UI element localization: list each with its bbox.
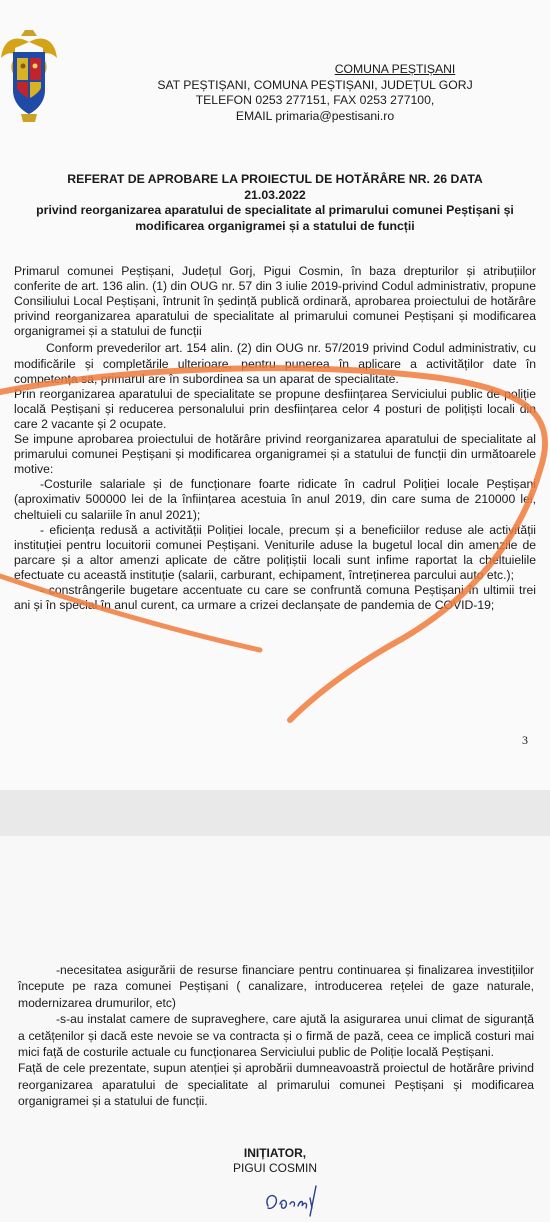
page-gap (0, 790, 550, 836)
paragraph: - eficiența redusă a activității Poliției locale, precum și a beneficiilor reduse ale activității instituției pentru locuitorii comunei Peștișani. Veniturile aduse la bugetul local din amenzile de parcare și a altor amenzi aplicate de către polițiștii locali sunt infime raportat la cheltuielile efectuate cu această instituție (salarii, carburant, echipament, întreținerea parcului auto etc.); (14, 522, 536, 582)
initiator-name: PIGUI COSMIN (232, 1161, 317, 1175)
handwritten-signature (260, 1178, 330, 1218)
page-2-body (18, 962, 534, 1110)
title-line-1: REFERAT DE APROBARE LA PROIECTUL DE HOTĂRÂRE NR. 26 DATA (67, 172, 483, 186)
paragraph: Conform prevederilor art. 154 alin. (2) din OUG nr. 57/2019 privind Codul administrativ, cu modificările și completările ulterioare, pentru punerea în aplicare a activităților date în competența sa, primarul are în subordinea sa un aparat de specialitate. (14, 341, 536, 386)
initiator-label: INIȚIATOR, (243, 1146, 307, 1160)
paragraph: Față de cele prezentate, supun atenției și aprobării dumneavoastră proiectul de hotărâre privind reorganizarea aparatului de specialitate al primarului comunei Peștișani și modificarea organigramei și a statului de funcții. (18, 1061, 534, 1109)
title-line-3: privind reorganizarea aparatului de specialitate al primarului comunei Peștișani și (36, 203, 514, 217)
page-1-body (14, 264, 536, 613)
document-title (10, 172, 540, 234)
paragraph: Prin reorganizarea aparatului de specialitate se propune desființarea Serviciului public de poliție locală Peștișani și reducerea personalului prin desființarea celor 4 posturi de polițiști locali din care 2 vacante și 2 ocupate. (14, 386, 536, 431)
title-date: 21.03.2022 (244, 187, 306, 202)
initiator-block (0, 1146, 550, 1176)
paragraph: Se impune aprobarea proiectului de hotărâre privind reorganizarea aparatului de specialitate al primarului comunei Peștișani și modificarea organigramei și a statului de funcții din următoarele motive: (14, 432, 536, 477)
commune-phone: TELEFON 0253 277151, FAX 0253 277100, (195, 93, 435, 107)
paragraph: Primarul comunei Peștișani, Județul Gorj, Pigui Cosmin, în baza drepturilor și atribuțiilor conferite de art. 136 alin. (1) din OUG nr. 57 din 3 iulie 2019-privind Codul administrativ, propune Consiliului Local Peștișani, întrunit în ședință publică ordinară, aprobarea proiectului de hotărâre privind reorganizarea aparatului de specialitate al primarului comunei Peștișani și modificarea organigramei și a statului de funcții (14, 264, 536, 339)
title-line-4: modificarea organigramei și a statului de funcții (135, 218, 415, 233)
paragraph: -necesitatea asigurării de resurse financiare pentru continuarea și finalizarea investițiilor începute pe raza comunei Peștișani ( canalizare, introducerea rețelei de gaze naturale, modernizarea drumurilor, etc) (18, 963, 534, 1010)
page-number: 3 (522, 733, 528, 747)
paragraph: -s-au instalat camere de supraveghere, care ajută la asigurarea unui climat de siguranță a cetățenilor și dacă este nevoie se va contracta și o firmă de pază, ceea ce implică costuri mai mici față de costurile actuale cu funcționarea Serviciului public de Poliție locală Peștișani. (18, 1012, 534, 1060)
commune-address: SAT PEȘTIȘANI, COMUNA PEȘTIȘANI, JUDEȚUL GORJ (157, 77, 473, 92)
paragraph: -Costurile salariale și de funcționare foarte ridicate în cadrul Poliției locale Peștișani (aproximativ 500000 lei de la înființarea acestuia în anul 2019, din care suma de 210000 lei, cheltuieli cu salariile în anul 2021); (14, 477, 536, 522)
commune-email: EMAIL primaria@pestisani.ro (235, 108, 395, 123)
coat-of-arms-icon (1, 30, 57, 124)
commune-name: COMUNA PEȘTIȘANI (334, 62, 456, 76)
paragraph: - constrângerile bugetare accentuate cu care se confruntă comuna Peștișani în ultimii trei ani și în special în anul curent, ca urmare a crizei declanșate de pandemia de COVID-19; (14, 582, 536, 613)
